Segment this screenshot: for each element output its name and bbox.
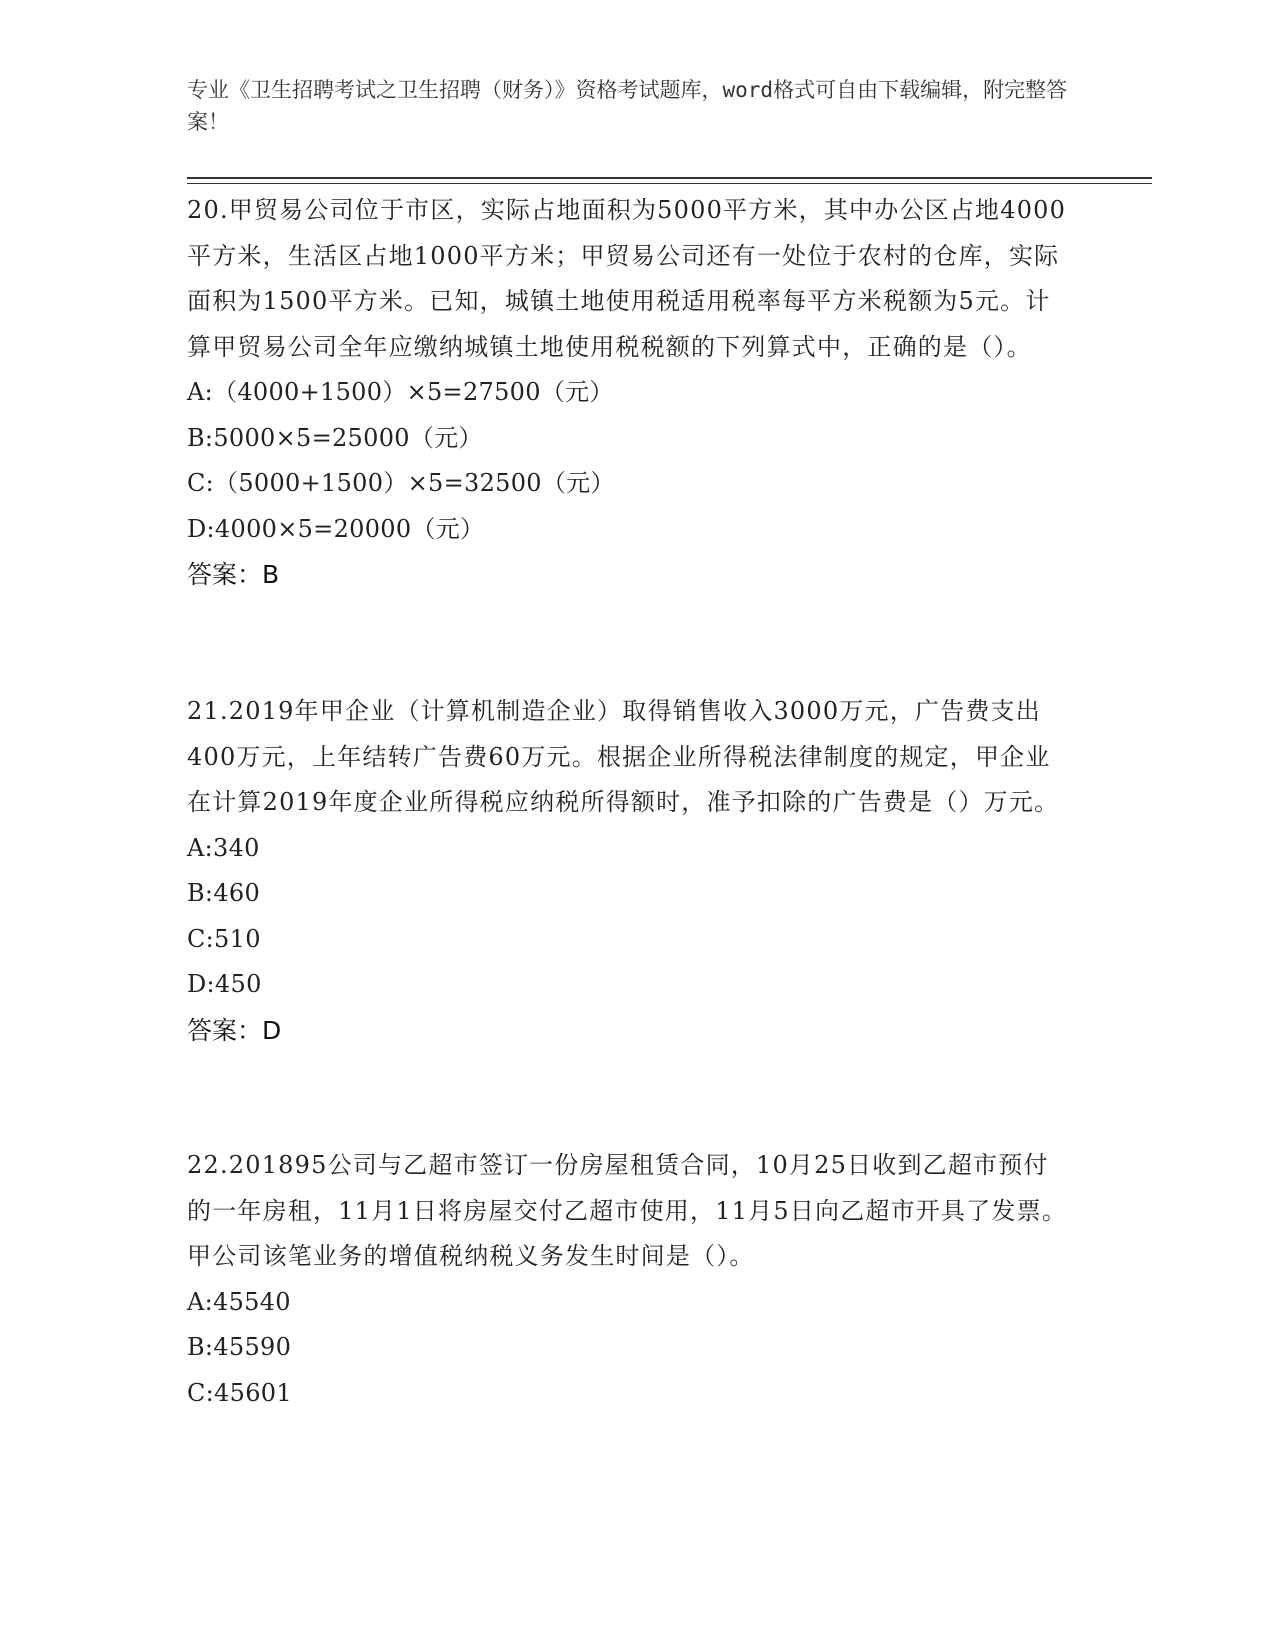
- answer-label: 答案：B: [187, 560, 280, 589]
- question-20: [187, 188, 1067, 598]
- question-stem: 22.201895公司与乙超市签订一份房屋租赁合同，10月25日收到乙超市预付的一年房租，11月1日将房屋交付乙超市使用，11月5日向乙超市开具了发票。甲公司该笔业务的增值税纳税义务发生时间是（）。: [187, 1151, 1068, 1270]
- option-a: A:45540: [187, 1287, 291, 1316]
- option-b: B:460: [187, 879, 261, 907]
- question-stem: 21.2019年甲企业（计算机制造企业）取得销售收入3000万元，广告费支出400万元，上年结转广告费60万元。根据企业所得税法律制度的规定，甲企业在计算2019年度企业所得税应纳税所得额时，准予扣除的广告费是（）万元。: [187, 697, 1060, 816]
- document-header: 专业《卫生招聘考试之卫生招聘（财务）》资格考试题库，word格式可自由下载编辑，附完整答案！: [187, 78, 1068, 134]
- answer-label: 答案：D: [187, 1015, 282, 1045]
- option-c: C:45601: [187, 1378, 292, 1407]
- question-stem: 20.甲贸易公司位于市区，实际占地面积为5000平方米，其中办公区占地4000平方米，生活区占地1000平方米；甲贸易公司还有一处位于农村的仓库，实际面积为1500平方米。已知，城镇土地使用税适用税率每平方米税额为5元。计算甲贸易公司全年应缴纳城镇土地使用税税额的下列算式中，正确的是（）。: [187, 196, 1067, 361]
- header-divider-thin: [187, 183, 1152, 184]
- option-c: C:510: [187, 924, 261, 953]
- question-21: [187, 689, 1067, 1053]
- question-22: [187, 1143, 1067, 1416]
- option-c: C:（5000+1500）×5=32500（元）: [187, 469, 615, 497]
- option-b: B:45590: [187, 1333, 292, 1361]
- option-a: A:340: [187, 833, 260, 862]
- option-b: B:5000×5=25000（元）: [187, 423, 483, 452]
- header-divider-thick: [187, 177, 1152, 179]
- option-d: D:4000×5=20000（元）: [187, 514, 485, 543]
- option-d: D:450: [187, 970, 262, 998]
- option-a: A:（4000+1500）×5=27500（元）: [187, 378, 614, 406]
